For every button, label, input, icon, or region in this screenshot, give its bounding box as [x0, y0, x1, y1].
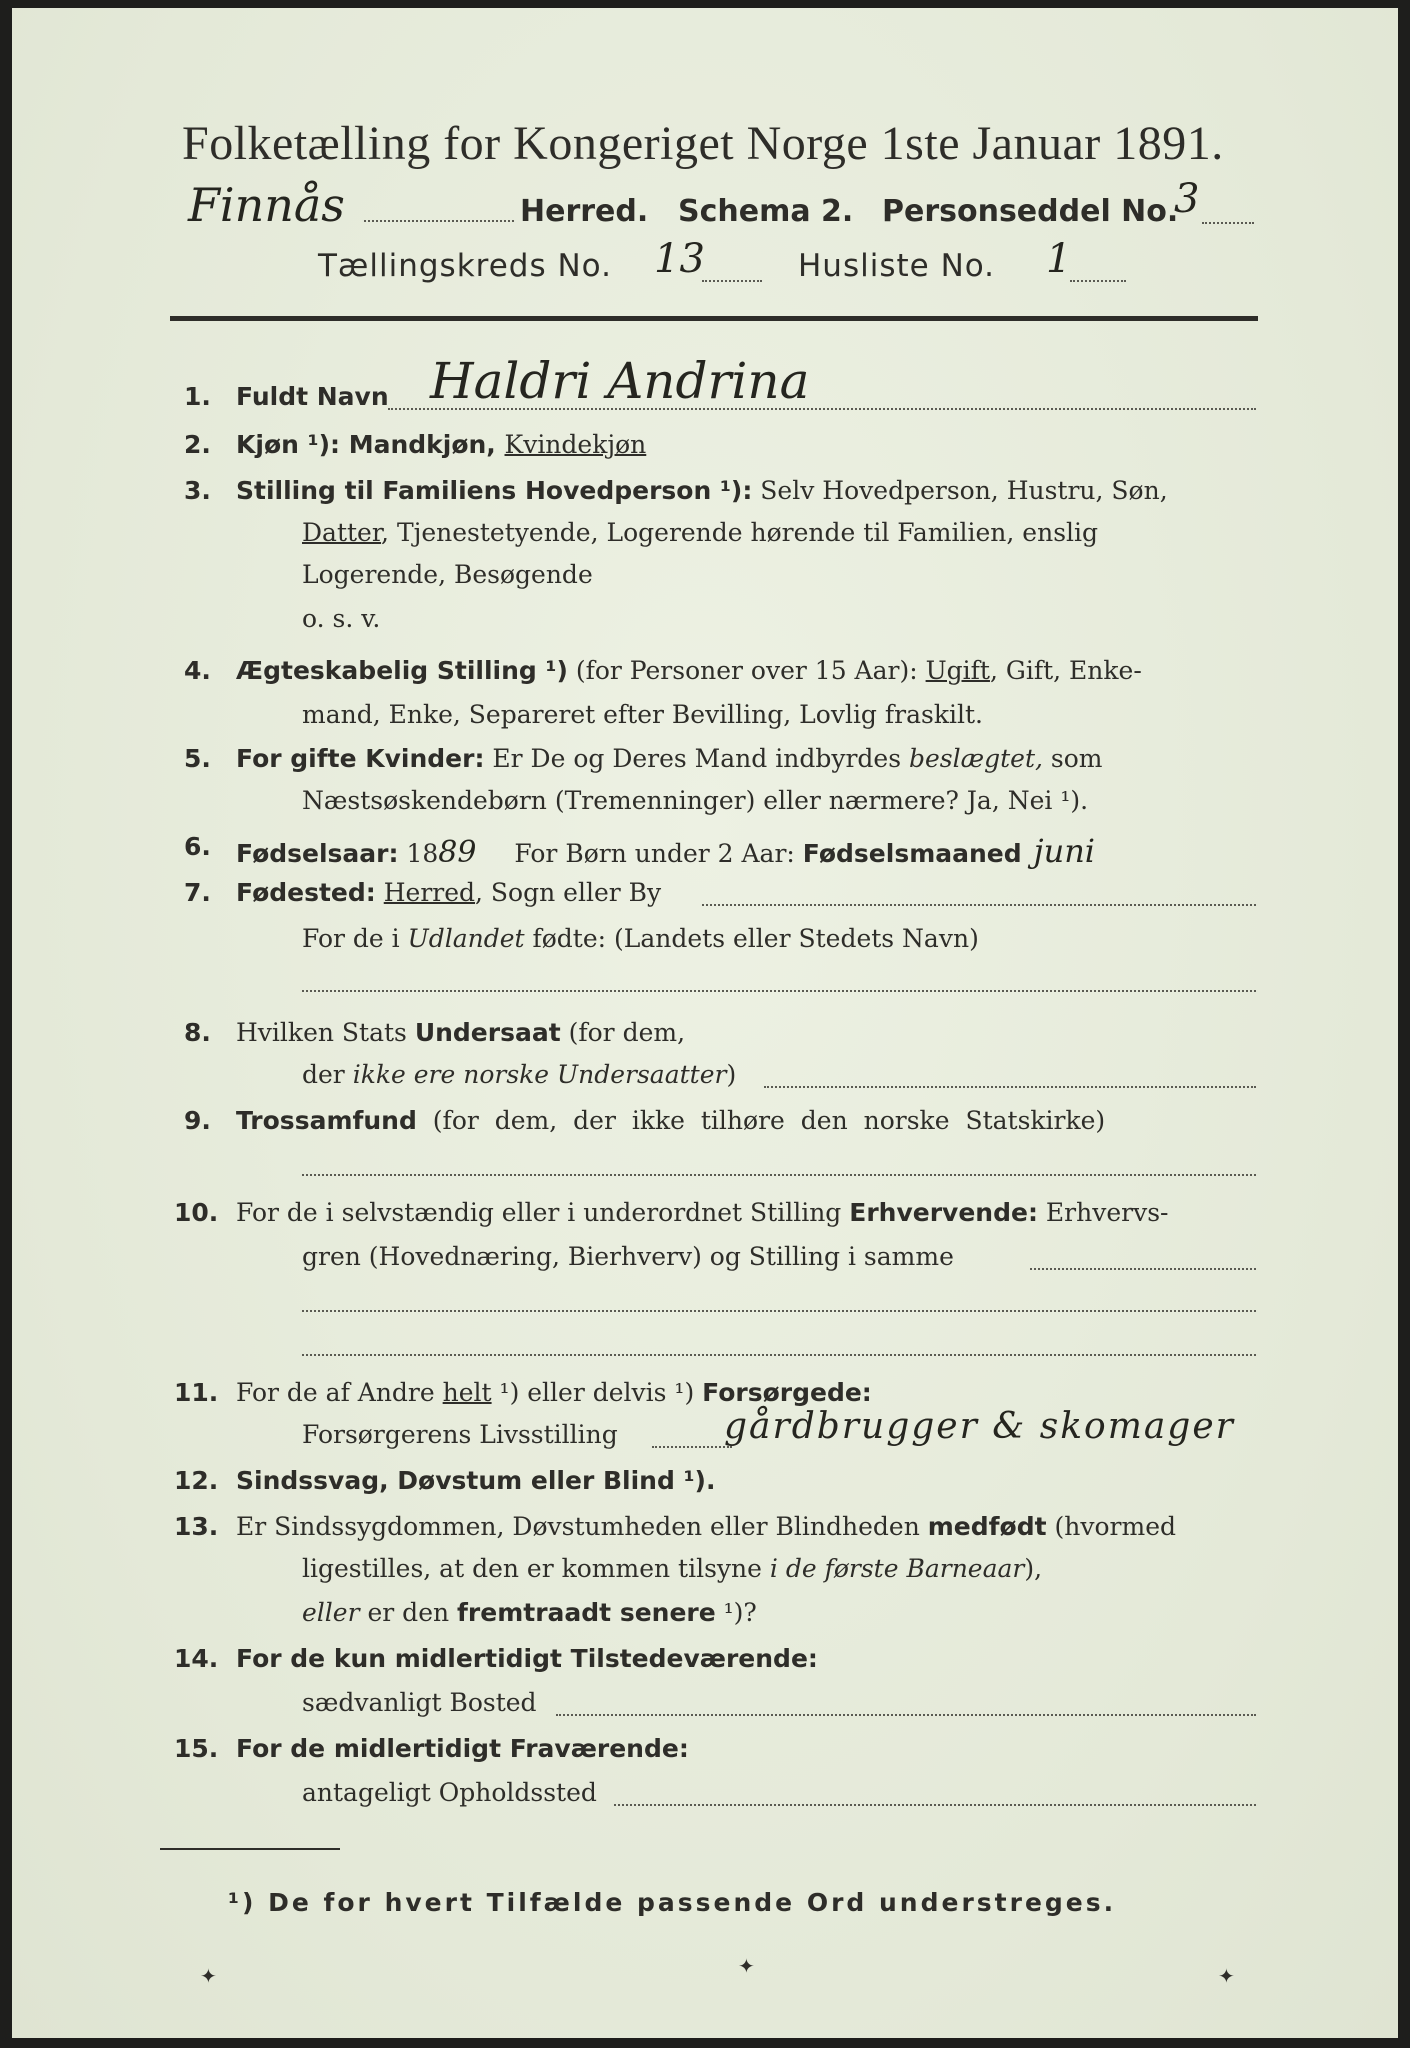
- citizenship-italic: ikke ere norske Undersaatter: [352, 1060, 727, 1089]
- married-women-related: beslægtet,: [909, 744, 1043, 773]
- support-row-1: [236, 1378, 872, 1407]
- item-number-15: 15.: [174, 1734, 219, 1763]
- census-form-page: [12, 8, 1398, 2038]
- married-women-label: For gifte Kvinder:: [236, 744, 485, 773]
- husliste-value: 1: [1046, 236, 1072, 282]
- husliste-label: Husliste No.: [798, 248, 996, 284]
- item-number-5: 5.: [184, 744, 211, 773]
- occupation-dots-2: [302, 1310, 1256, 1312]
- support-delvis: ¹) eller delvis ¹): [491, 1378, 703, 1407]
- herred-value: Finnås: [188, 178, 345, 232]
- sex-label: Kjøn ¹): Mandkjøn,: [236, 430, 505, 459]
- congenital-question-mark: ¹)?: [715, 1598, 757, 1627]
- item-number-10: 10.: [174, 1198, 219, 1227]
- congenital-question: Er Sindssygdommen, Døvstumheden eller Blindheden: [236, 1512, 928, 1541]
- personseddel-dots: [1202, 222, 1254, 224]
- occupation-row-1: [236, 1198, 1168, 1227]
- footnote-rule: [160, 1848, 340, 1850]
- item-number-9: 9.: [184, 1106, 211, 1135]
- religion-dots: [302, 1174, 1256, 1176]
- header-rule: [170, 316, 1258, 321]
- congenital-er-den: er den: [359, 1598, 458, 1627]
- herred-label: Herred.: [520, 194, 649, 229]
- item-number-6: 6.: [184, 832, 211, 861]
- kreds-dots: [702, 280, 762, 282]
- citizenship-row-1: [236, 1018, 685, 1047]
- birthyear-row: [236, 832, 1095, 870]
- marital-condition: (for Personer over 15 Aar):: [567, 656, 926, 685]
- usual-residence-dots: [556, 1714, 1256, 1716]
- marital-label: Ægteskabelig Stilling ¹): [236, 656, 568, 685]
- birthplace-row-1: [236, 878, 661, 907]
- congenital-italic: i de første Barneaar: [769, 1554, 1025, 1583]
- personseddel-value: 3: [1174, 176, 1200, 222]
- married-women-row-2: Næstsøskendebørn (Tremenninger) eller nærmere? Ja, Nei ¹).: [302, 786, 1089, 815]
- herred-dots: [364, 220, 514, 222]
- congenital-prefix-2: ligestilles, at den er kommen tilsyne: [302, 1554, 770, 1583]
- citizenship-der: der: [302, 1060, 353, 1089]
- supporter-dots: [652, 1446, 732, 1448]
- occupation-row-2: gren (Hovednæring, Bierhverv) og Stilling i samme: [302, 1242, 954, 1271]
- item-number-12: 12.: [174, 1466, 219, 1495]
- name-label: Fuldt Navn: [236, 382, 389, 411]
- religion-row: [236, 1106, 1105, 1135]
- birthplace-row-2: [302, 924, 979, 953]
- form-title: Folketælling for Kongeriget Norge 1ste Januar 1891.: [182, 117, 1224, 170]
- position-row-3: Logerende, Besøgende: [302, 560, 593, 589]
- congenital-later-label: fremtraadt senere: [457, 1598, 716, 1627]
- stamp-mark-right: ✦: [1218, 1964, 1235, 1988]
- marital-row-2: mand, Enke, Separeret efter Bevilling, Lovlig fraskilt.: [302, 700, 983, 729]
- citizenship-label: Undersaat: [414, 1018, 561, 1047]
- occupation-dots-3: [302, 1354, 1256, 1356]
- position-options-1: Selv Hovedperson, Hustru, Søn,: [752, 476, 1168, 505]
- support-prefix: For de af Andre: [236, 1378, 443, 1407]
- position-datter-underlined: Datter: [302, 518, 382, 547]
- temporary-present-label: For de kun midlertidigt Tilstedeværende:: [236, 1644, 818, 1673]
- sex-female-underlined: Kvindekjøn: [504, 430, 647, 459]
- birthyear-value: 89: [438, 835, 477, 870]
- birthplace-label: Fødested:: [236, 878, 376, 907]
- husliste-dots: [1070, 280, 1126, 282]
- occupation-suffix: Erhvervs-: [1037, 1198, 1169, 1227]
- personseddel-label: Personseddel No.: [882, 194, 1179, 229]
- support-row-2: Forsørgerens Livsstilling: [302, 1420, 618, 1449]
- religion-condition: (for dem, der ikke tilhøre den norske Statskirke): [416, 1106, 1106, 1135]
- occupation-prefix: For de i selvstændig eller i underordnet Stilling: [236, 1198, 850, 1227]
- supporter-occupation-value: gårdbrugger & skomager: [724, 1406, 1235, 1447]
- citizenship-suffix: (for dem,: [560, 1018, 686, 1047]
- kreds-value: 13: [654, 236, 705, 282]
- birthplace-options: , Sogn eller By: [475, 878, 662, 907]
- stamp-mark-center: ✦: [738, 1954, 755, 1978]
- citizenship-row-2: [302, 1060, 736, 1089]
- position-options-2: , Tjenestetyende, Logerende hørende til Familien, enslig: [381, 518, 1099, 547]
- probable-residence-label: antageligt Opholdssted: [302, 1778, 597, 1807]
- congenital-close: ),: [1024, 1554, 1043, 1583]
- birthplace-dots: [702, 904, 1256, 906]
- position-row-4: o. s. v.: [302, 604, 381, 633]
- citizenship-dots: [764, 1086, 1256, 1088]
- married-women-row-1: [236, 744, 1103, 773]
- position-row-2: [302, 518, 1098, 547]
- marital-row-1: [236, 656, 1142, 685]
- name-dots: [388, 408, 1256, 410]
- occupation-label: Erhvervende:: [849, 1198, 1038, 1227]
- position-row-1: [236, 476, 1168, 505]
- support-label: Forsørgede:: [702, 1378, 872, 1407]
- schema-label: Schema 2.: [678, 194, 854, 229]
- birthmonth-value: juni: [1033, 832, 1096, 870]
- congenital-label: medfødt: [927, 1512, 1047, 1541]
- married-women-question: Er De og Deres Mand indbyrdes: [484, 744, 909, 773]
- congenital-suffix: (hvormed: [1046, 1512, 1176, 1541]
- probable-residence-dots: [614, 1804, 1256, 1806]
- citizenship-prefix: Hvilken Stats: [236, 1018, 415, 1047]
- birthplace-herred-underlined: Herred: [383, 878, 476, 907]
- item-number-2: 2.: [184, 430, 211, 459]
- congenital-row-1: [236, 1512, 1176, 1541]
- temporary-absent-label: For de midlertidigt Fraværende:: [236, 1734, 689, 1763]
- religion-label: Trossamfund: [236, 1106, 417, 1135]
- marital-ugift: Ugift: [925, 656, 990, 685]
- birthmonth-label: Fødselsmaaned: [802, 839, 1022, 868]
- support-helt: helt: [442, 1378, 492, 1407]
- usual-residence-label: sædvanligt Bosted: [302, 1688, 537, 1717]
- stamp-mark-left: ✦: [200, 1964, 217, 1988]
- citizenship-close: ): [726, 1060, 737, 1089]
- item-number-1: 1.: [184, 382, 211, 411]
- birthyear-prefix: 18: [398, 839, 439, 868]
- congenital-row-3: [302, 1598, 757, 1627]
- congenital-row-2: [302, 1554, 1042, 1583]
- item-number-13: 13.: [174, 1512, 219, 1541]
- marital-options: , Gift, Enke-: [989, 656, 1142, 685]
- birthmonth-condition: For Børn under 2 Aar:: [506, 839, 803, 868]
- position-label: Stilling til Familiens Hovedperson ¹):: [236, 476, 753, 505]
- item-number-14: 14.: [174, 1644, 219, 1673]
- item-number-8: 8.: [184, 1018, 211, 1047]
- occupation-dots-1: [1030, 1268, 1256, 1270]
- item-number-11: 11.: [174, 1378, 219, 1407]
- disability-label: Sindssvag, Døvstum eller Blind ¹).: [236, 1466, 716, 1495]
- footnote: ¹) De for hvert Tilfælde passende Ord understreges.: [228, 1888, 1117, 1917]
- item-number-7: 7.: [184, 878, 211, 907]
- birthyear-label: Fødselsaar:: [236, 839, 399, 868]
- item-number-4: 4.: [184, 656, 211, 685]
- abroad-dots: [302, 990, 1256, 992]
- married-women-som: som: [1042, 744, 1103, 773]
- kreds-label: Tællingskreds No.: [318, 248, 612, 284]
- congenital-eller: eller: [302, 1598, 360, 1627]
- abroad-prefix: For de i: [302, 924, 408, 953]
- sex-row: [236, 430, 646, 459]
- item-number-3: 3.: [184, 476, 211, 505]
- abroad-word: Udlandet: [407, 924, 525, 953]
- name-value: Haldri Andrina: [430, 352, 810, 410]
- abroad-suffix: fødte: (Landets eller Stedets Navn): [524, 924, 979, 953]
